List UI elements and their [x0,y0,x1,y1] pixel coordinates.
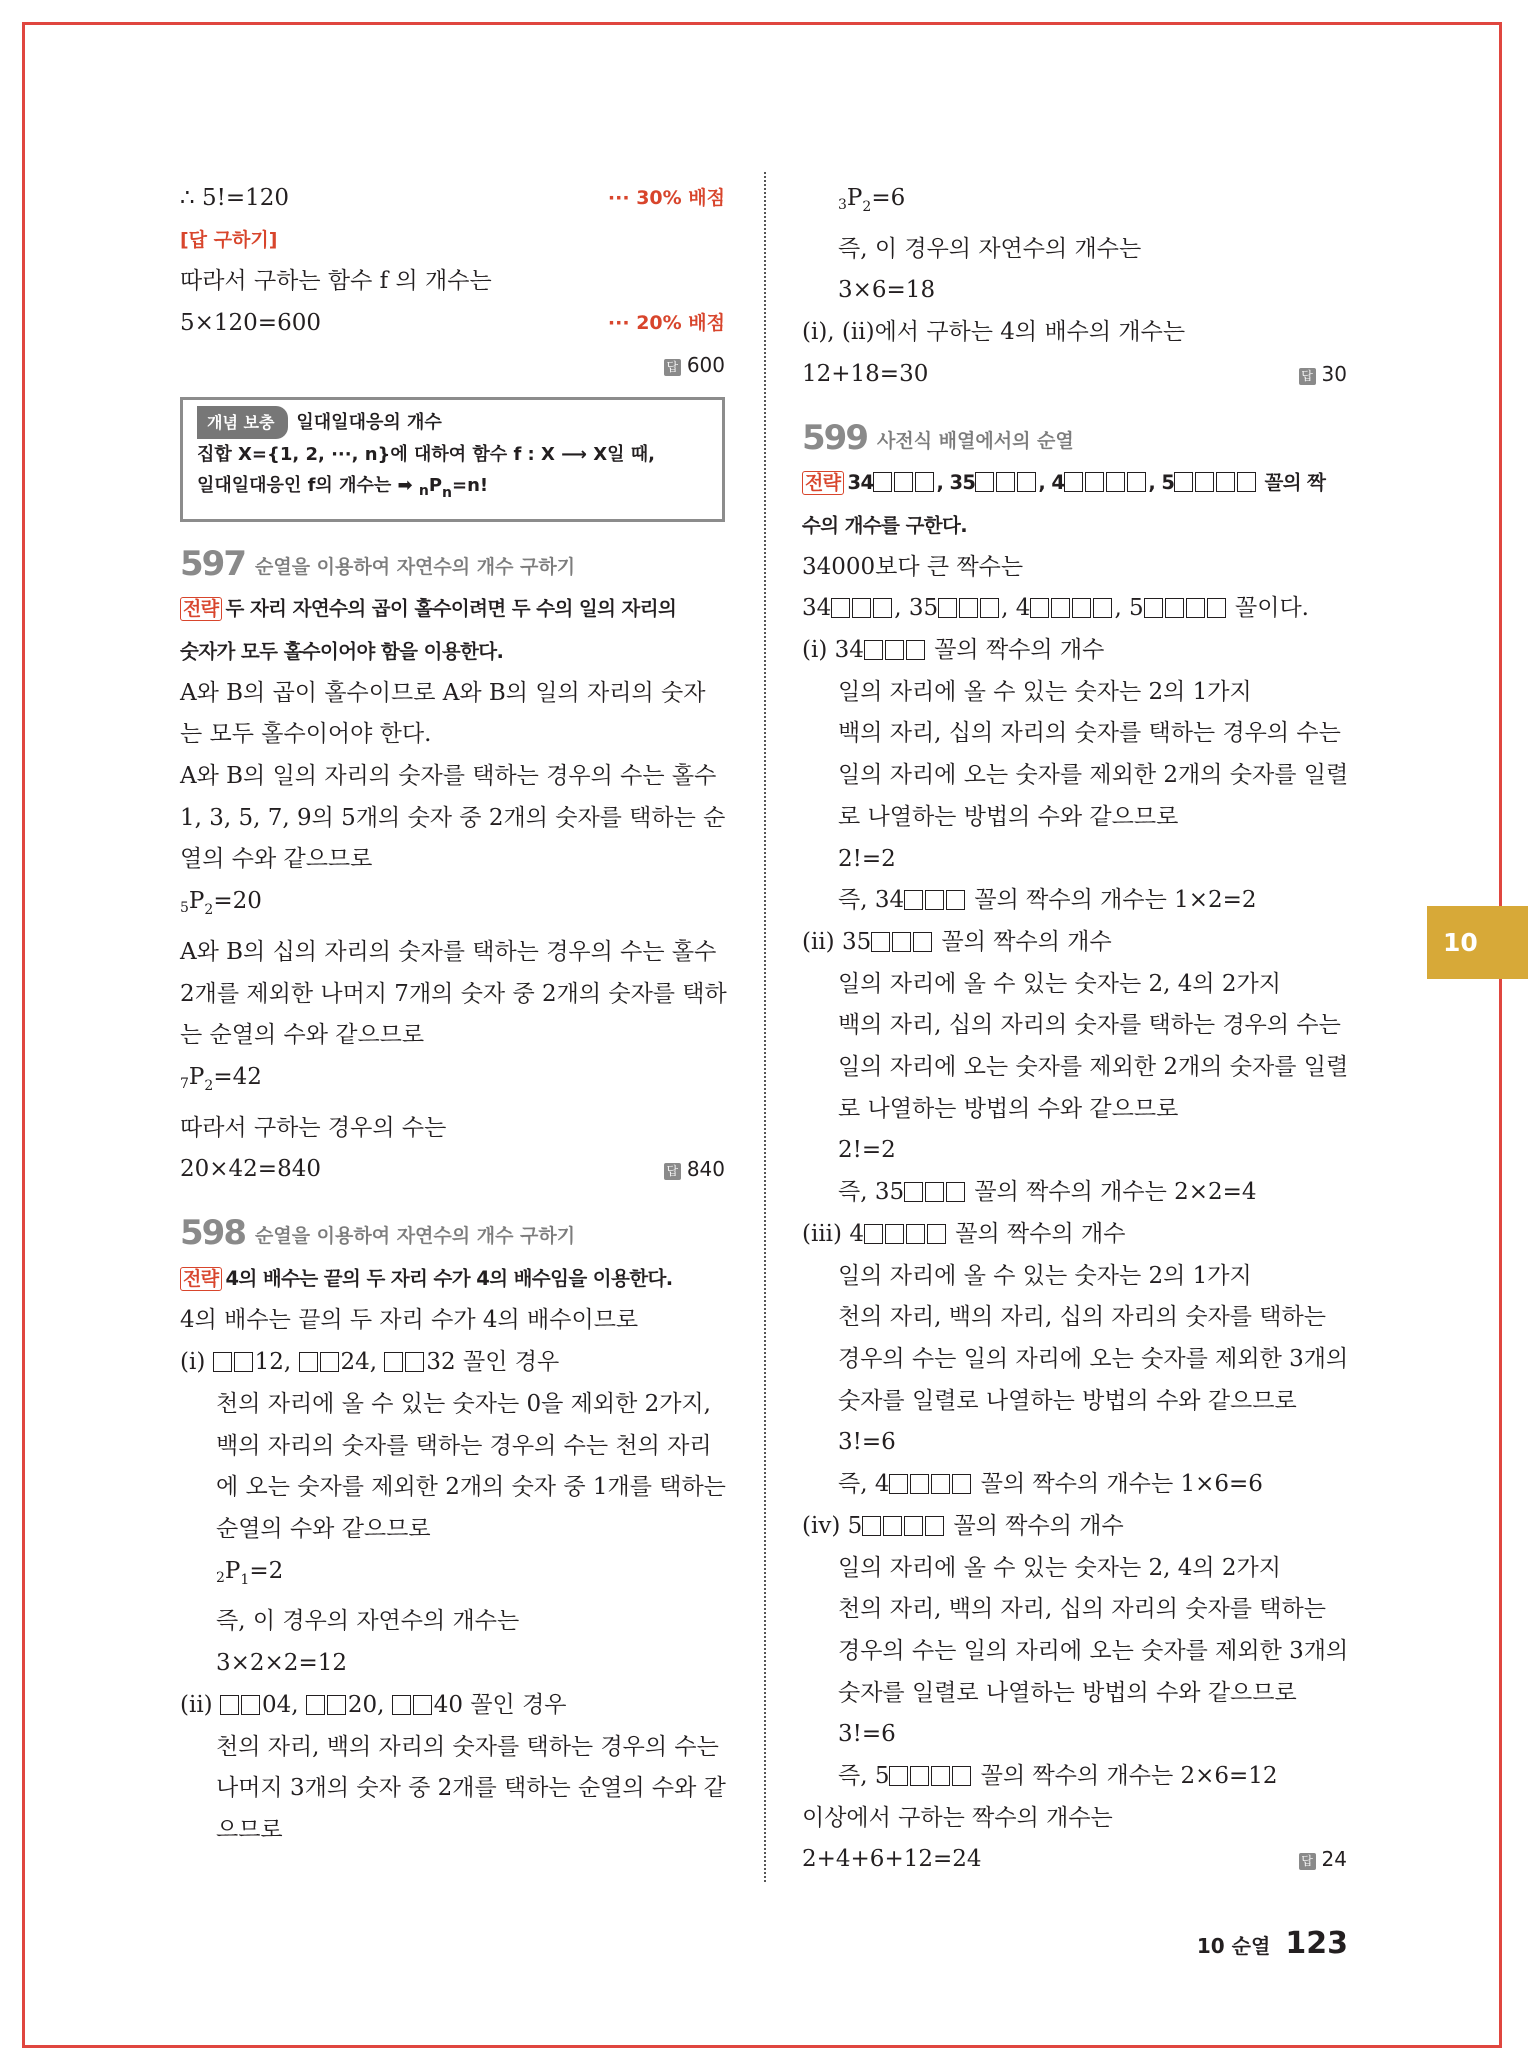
line: 일의 자리에 오는 숫자를 제외한 2개의 숫자를 일렬 [838,1054,1349,1081]
problem-number: 597 [180,543,245,584]
line: 즉, 5 꼴의 짝수의 개수는 2×6=12 [838,1763,1278,1790]
line: (i), (ii)에서 구하는 4의 배수의 개수는 [802,319,1186,346]
case-heading: (i) 12, 24, 32 꼴인 경우 [180,1349,560,1376]
line: 따라서 구하는 경우의 수는 [180,1114,447,1141]
problem-599-heading [802,418,1347,463]
strategy: 전략 4의 배수는 끝의 두 자리 수가 4의 배수임을 이용한다. [180,1258,725,1301]
line: 천의 자리, 백의 자리, 십의 자리의 숫자를 택하는 [838,1596,1326,1623]
chapter-label: 10 순열 [1196,1934,1271,1958]
line: 즉, 이 경우의 자연수의 개수는 [216,1608,520,1635]
line: 4의 배수는 끝의 두 자리 수가 4의 배수이므로 [180,1307,639,1334]
line: 으므로 [216,1816,283,1843]
right-column [802,178,1347,1881]
left-column [180,178,725,1852]
line: 20×42=840 답 840 [180,1149,725,1191]
case-heading: (ii) 04, 20, 40 꼴인 경우 [180,1691,567,1718]
case-heading: (iv) 5 꼴의 짝수의 개수 [802,1512,1124,1539]
line: 2!=2 [838,1137,896,1164]
line: 열의 수와 같으므로 [180,846,373,873]
case-heading: (ii) 35 꼴의 짝수의 개수 [802,928,1112,955]
line: 숫자를 일렬로 나열하는 방법의 수와 같으므로 [838,1679,1297,1706]
answer: 답 600 [664,345,725,387]
answer-step-heading: [답 구하기] [180,228,278,251]
case-heading: (iii) 4 꼴의 짝수의 개수 [802,1220,1126,1247]
line: 천의 자리에 올 수 있는 숫자는 0을 제외한 2가지, [216,1390,711,1417]
answer-icon: 답 [1299,1853,1316,1870]
score-tag: ··· 30% 배점 [607,187,725,209]
score-tag: ··· 20% 배점 [607,312,725,335]
line: 로 나열하는 방법의 수와 같으므로 [838,803,1179,830]
line: 따라서 구하는 함수 f 의 개수는 [180,268,492,295]
formula-line: $_7P_2=42$ [180,1063,262,1094]
line: 경우의 수는 일의 자리에 오는 숫자를 제외한 3개의 [838,1637,1349,1664]
problem-title: 사전식 배열에서의 순열 [876,429,1074,452]
concept-line: 일대일대응인 f의 개수는 ➡ $_nP_n=n$! [197,474,489,501]
strategy-tag: 전략 [802,471,844,495]
problem-597-heading [180,544,725,589]
line: 2개를 제외한 나머지 7개의 숫자 중 2개의 숫자를 택하 [180,980,727,1007]
line: 즉, 이 경우의 자연수의 개수는 [838,235,1142,262]
line: 이상에서 구하는 짝수의 개수는 [802,1804,1113,1831]
answer-icon: 답 [1299,368,1316,385]
line: 백의 자리, 십의 자리의 숫자를 택하는 경우의 수는 [838,720,1341,747]
problem-number: 599 [802,417,867,458]
chapter-side-tab: 10 [1427,906,1528,979]
problem-598-heading [180,1213,725,1258]
line: 나머지 3개의 숫자 중 2개를 택하는 순열의 수와 같 [216,1775,726,1802]
strategy: 숫자가 모두 홀수이어야 함을 이용한다. [180,639,504,663]
line: A와 B의 일의 자리의 숫자를 택하는 경우의 수는 홀수 [180,763,717,790]
line: 백의 자리, 십의 자리의 숫자를 택하는 경우의 수는 [838,1012,1341,1039]
line: 에 오는 숫자를 제외한 2개의 숫자 중 1개를 택하는 [216,1474,726,1501]
line: 34 , 35 , 4 , 5 꼴이다. [802,595,1309,622]
line: 3!=6 [838,1721,896,1748]
line: 2+4+6+12=24 답 24 [802,1839,1347,1881]
line: 1, 3, 5, 7, 9의 5개의 숫자 중 2개의 숫자를 택하는 순 [180,804,726,831]
concept-label: 개념 보충 [197,406,288,439]
line: 숫자를 일렬로 나열하는 방법의 수와 같으므로 [838,1387,1297,1414]
line: 5×120=600 ··· 20% 배점 [180,303,725,345]
line: 천의 자리, 백의 자리, 십의 자리의 숫자를 택하는 [838,1304,1326,1331]
line: 일의 자리에 올 수 있는 숫자는 2의 1가지 [838,1262,1252,1289]
line: 로 나열하는 방법의 수와 같으므로 [838,1095,1179,1122]
line: 3!=6 [838,1429,896,1456]
line: 는 모두 홀수이어야 한다. [180,721,432,748]
line: 3×2×2=12 [216,1650,347,1677]
line: 천의 자리, 백의 자리의 숫자를 택하는 경우의 수는 [216,1733,719,1760]
column-divider [764,172,766,1882]
line: 순열의 수와 같으므로 [216,1515,431,1542]
concept-title: 일대일대응의 개수 [296,411,442,433]
line: 34000보다 큰 짝수는 [802,553,1024,580]
line: 일의 자리에 올 수 있는 숫자는 2의 1가지 [838,678,1252,705]
line: 3×6=18 [838,277,936,304]
strategy: 전략 34 , 35 , 4 , 5 꼴의 짝 [802,462,1347,505]
answer-line [180,345,725,387]
concept-box [180,397,725,522]
answer-icon: 답 [664,359,681,376]
answer-icon: 답 [664,1163,681,1180]
line: 즉, 4 꼴의 짝수의 개수는 1×6=6 [838,1471,1263,1498]
line: 12+18=30 답 30 [802,354,1347,396]
problem-title: 순열을 이용하여 자연수의 개수 구하기 [254,555,576,578]
formula-line: $_3P_2=6$ [838,185,906,215]
answer: 답 24 [1299,1839,1347,1881]
answer: 답 30 [1299,354,1347,396]
case-heading: (i) 34 꼴의 짝수의 개수 [802,637,1105,664]
line: A와 B의 십의 자리의 숫자를 택하는 경우의 수는 홀수 [180,938,717,965]
answer: 답 840 [664,1149,725,1191]
line: 즉, 34 꼴의 짝수의 개수는 1×2=2 [838,887,1257,914]
line: 경우의 수는 일의 자리에 오는 숫자를 제외한 3개의 [838,1345,1349,1372]
line: 일의 자리에 올 수 있는 숫자는 2, 4의 2가지 [838,970,1281,997]
page-footer [1197,1926,1348,1961]
strategy: 수의 개수를 구한다. [802,513,968,537]
strategy: 전략 두 자리 자연수의 곱이 홀수이려면 두 수의 일의 자리의 [180,588,725,631]
line: 일의 자리에 올 수 있는 숫자는 2, 4의 2가지 [838,1554,1281,1581]
formula-line: $_5P_2=20$ [180,888,262,919]
concept-line: 집합 X={1, 2, ···, n}에 대하여 함수 f : X ⟶ X일 때, [197,443,655,465]
page-number: 123 [1285,1926,1348,1961]
formula-line: $_2P_1=2$ [216,1557,284,1588]
strategy-tag: 전략 [180,597,222,621]
problem-title: 순열을 이용하여 자연수의 개수 구하기 [254,1225,576,1248]
problem-number: 598 [180,1213,245,1254]
line: A와 B의 곱이 홀수이므로 A와 B의 일의 자리의 숫자 [180,679,706,706]
strategy-tag: 전략 [180,1267,222,1291]
line: 2!=2 [838,845,896,872]
line: 는 순열의 수와 같으므로 [180,1022,425,1049]
line: 즉, 35 꼴의 짝수의 개수는 2×2=4 [838,1179,1257,1206]
line: 백의 자리의 숫자를 택하는 경우의 수는 천의 자리 [216,1432,712,1459]
line: 일의 자리에 오는 숫자를 제외한 2개의 숫자를 일렬 [838,762,1349,789]
line: ∴ 5!=120 ··· 30% 배점 [180,178,725,220]
